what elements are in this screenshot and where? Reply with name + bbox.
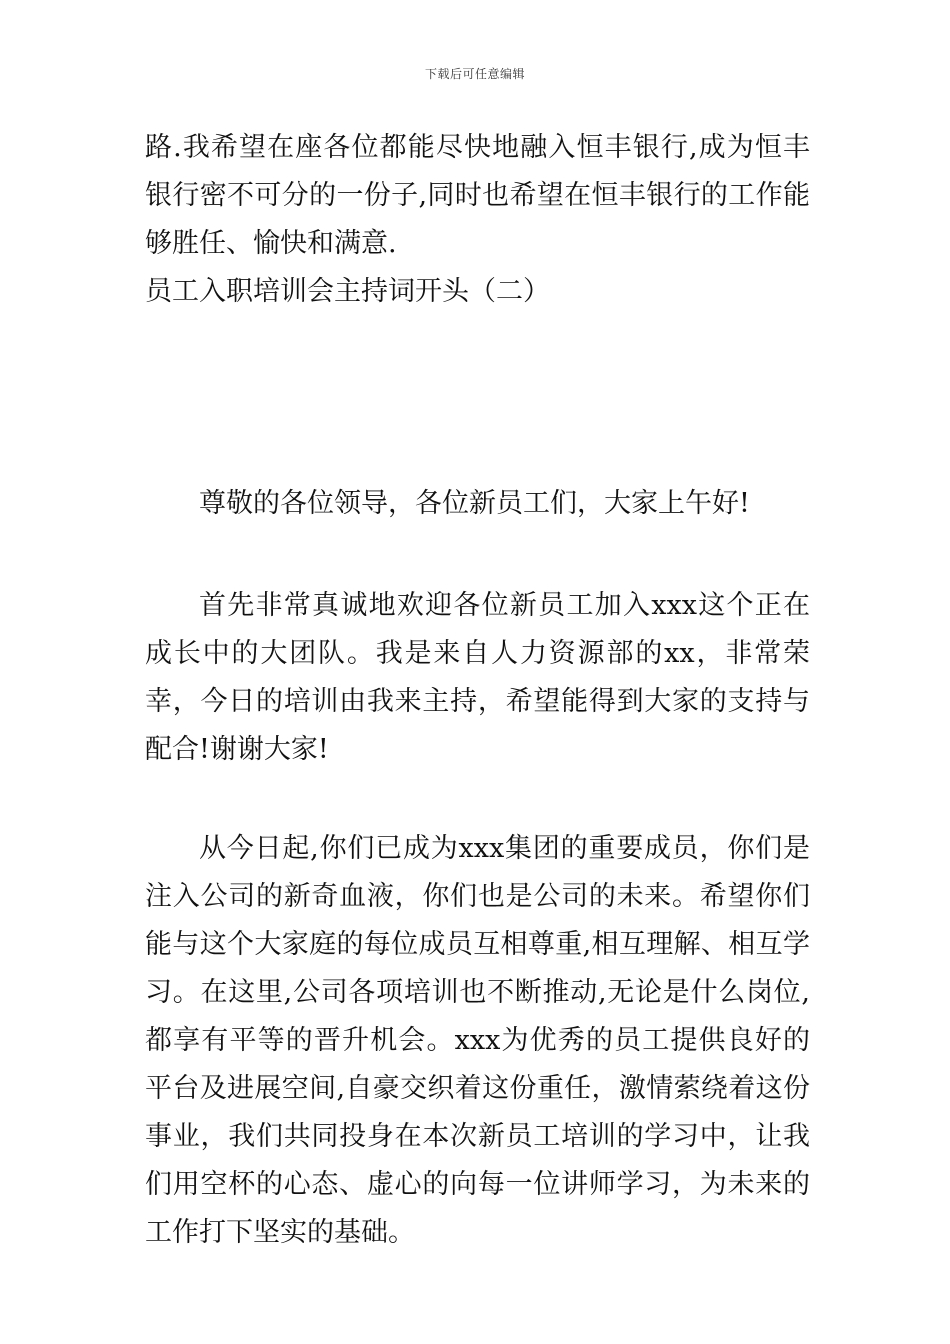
document-body — [145, 124, 810, 1257]
greeting-paragraph: 尊敬的各位领导，各位新员工们，大家上午好! — [199, 488, 750, 519]
blank-space — [145, 316, 810, 480]
blank-space — [145, 774, 810, 825]
main-paragraph: 从今日起,你们已成为xxx集团的重要成员，你们是注入公司的新奇血液，你们也是公司的未来。希望你们能与这个大家庭的每位成员互相尊重,相互理解、相互学习。在这里,公司各项培训也不断推动,无论是什么岗位,都享有平等的晋升机会。xxx为优秀的员工提供良好的平台及进展空间,自豪交织着这份重任，激情萦绕着这份事业，我们共同投身在本次新员工培训的学习中，让我们用空杯的心态、虚心的向每一位讲师学习，为未来的工作打下坚实的基础。 — [145, 833, 810, 1248]
blank-space — [145, 528, 810, 582]
continued-paragraph: 路.我希望在座各位都能尽快地融入恒丰银行,成为恒丰银行密不可分的一份子,同时也希望在恒丰银行的工作能够胜任、愉快和满意. — [145, 132, 810, 259]
section-title: 员工入职培训会主持词开头（二） — [145, 276, 550, 307]
welcome-paragraph: 首先非常真诚地欢迎各位新员工加入xxx这个正在成长中的大团队。我是来自人力资源部的xx，非常荣幸，今日的培训由我来主持，希望能得到大家的支持与配合!谢谢大家! — [145, 590, 810, 765]
page-header-note: 下载后可任意编辑 — [424, 67, 525, 81]
